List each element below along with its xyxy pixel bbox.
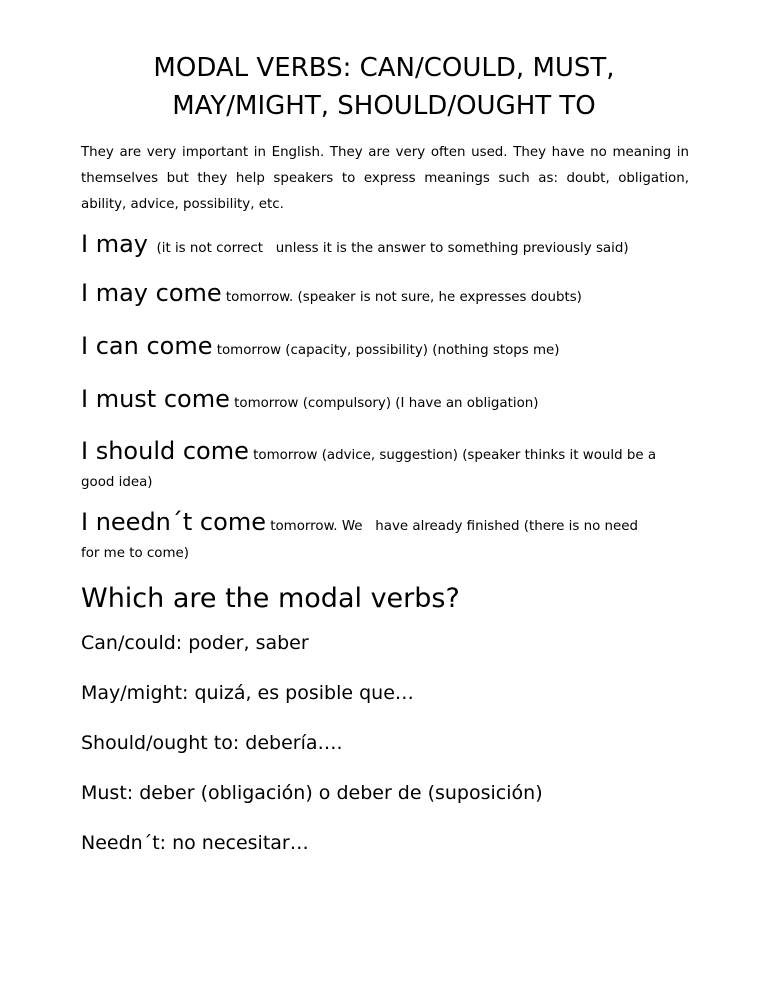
- example-i-must-come: [81, 384, 701, 419]
- example-note-continued: for me to come): [81, 546, 189, 561]
- example-i-should-come: [81, 436, 701, 493]
- example-phrase: I may: [81, 230, 148, 258]
- list-item: Needn´t: no necesitar…: [81, 832, 309, 854]
- page-title-line-2: MAY/MIGHT, SHOULD/OUGHT TO: [172, 91, 596, 121]
- section-heading: Which are the modal verbs?: [81, 583, 460, 614]
- page-title-line-1: MODAL VERBS: CAN/COULD, MUST,: [153, 53, 615, 83]
- example-note-continued: good idea): [81, 475, 153, 490]
- list-item: Must: deber (obligación) o deber de (suposición): [81, 782, 543, 804]
- example-phrase: I should come: [81, 437, 249, 465]
- example-phrase: I must come: [81, 385, 230, 413]
- example-note: tomorrow (advice, suggestion) (speaker thinks it would be a: [248, 448, 657, 463]
- intro-paragraph: They are very important in English. They are very often used. They have no meaning in themselves but they help speakers to express meanings such as: doubt, obligation, ability, advice, possibility, etc.: [81, 145, 689, 212]
- example-note: tomorrow. (speaker is not sure, he expresses doubts): [221, 290, 582, 305]
- modal-verb-list: [81, 630, 543, 880]
- example-note: tomorrow. We have already finished (there is no need: [265, 519, 639, 534]
- example-i-may: [81, 229, 701, 264]
- example-i-may-come: [81, 278, 701, 313]
- list-item: Can/could: poder, saber: [81, 632, 309, 654]
- list-item: May/might: quizá, es posible que…: [81, 682, 414, 704]
- example-phrase: I needn´t come: [81, 508, 266, 536]
- example-note: tomorrow (capacity, possibility) (nothing stops me): [212, 343, 560, 358]
- example-note: tomorrow (compulsory) (I have an obligation): [229, 396, 539, 411]
- example-phrase: I can come: [81, 332, 213, 360]
- example-i-can-come: [81, 331, 701, 366]
- example-phrase: I may come: [81, 279, 222, 307]
- example-note: (it is not correct unless it is the answer to something previously said): [148, 241, 629, 256]
- list-item: Should/ought to: debería….: [81, 732, 343, 754]
- example-i-neednt-come: [81, 507, 701, 564]
